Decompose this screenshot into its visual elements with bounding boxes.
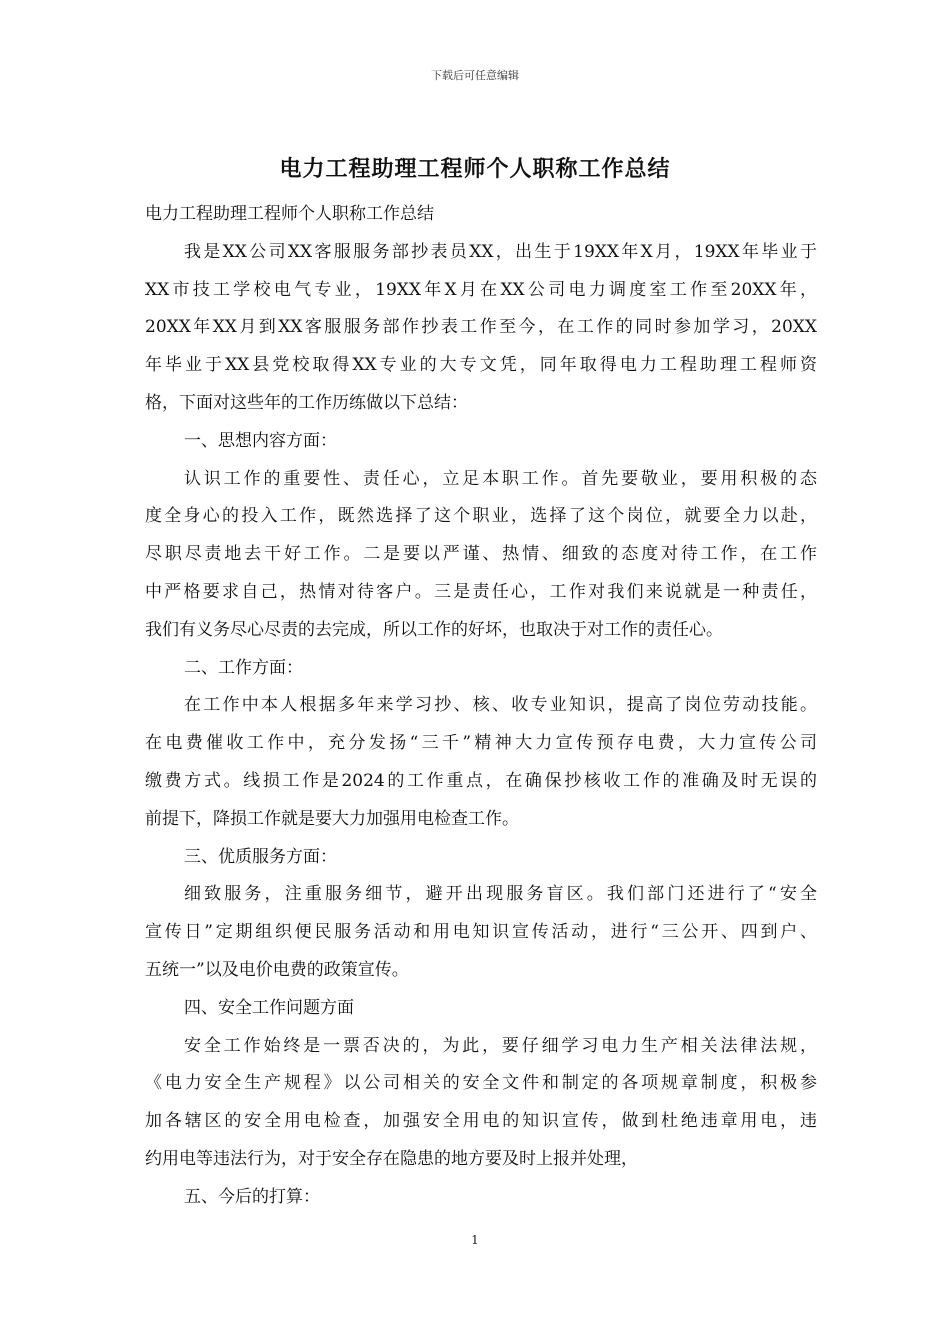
text-line: 缴费方式。线损工作是2024的工作重点，在确保抄核收工作的准确及时无误的 bbox=[145, 770, 817, 791]
text-line: 五统一”以及电价电费的政策宣传。 bbox=[145, 959, 409, 980]
text-line: 电力工程助理工程师个人职称工作总结 bbox=[145, 204, 434, 224]
text-line: 加各辖区的安全用电检查，加强安全用电的知识宣传，做到杜绝违章用电，违 bbox=[145, 1111, 817, 1132]
text-line: 度全身心的投入工作，既然选择了这个职业，选择了这个岗位，就要全力以赴， bbox=[145, 506, 817, 527]
text-line: 宣传日”定期组织便民服务活动和用电知识宣传活动，进行“三公开、四到户、 bbox=[145, 922, 817, 943]
text-line: 《电力安全生产规程》以公司相关的安全文件和制定的各项规章制度，积极参 bbox=[145, 1073, 817, 1094]
text-line: 细致服务，注重服务细节，避开出现服务盲区。我们部门还进行了“安全 bbox=[184, 884, 817, 905]
page-title: 电力工程助理工程师个人职称工作总结 bbox=[279, 156, 671, 182]
text-line: 一、思想内容方面： bbox=[184, 430, 337, 451]
text-line: 四、安全工作问题方面 bbox=[184, 997, 354, 1018]
text-line: 五、今后的打算： bbox=[184, 1186, 320, 1207]
text-line: 年毕业于XX县党校取得XX专业的大专文凭，同年取得电力工程助理工程师资 bbox=[145, 355, 817, 376]
text-line: 在电费催收工作中，充分发扬“三千”精神大力宣传预存电费，大力宣传公司 bbox=[145, 733, 817, 754]
text-line: 认识工作的重要性、责任心，立足本职工作。首先要敬业，要用积极的态 bbox=[184, 468, 817, 489]
text-line: 我是XX公司XX客服服务部抄表员XX，出生于19XX年X月，19XX年毕业于 bbox=[184, 241, 817, 262]
document-body bbox=[145, 196, 817, 1217]
text-line: 格，下面对这些年的工作历练做以下总结： bbox=[145, 392, 468, 413]
header-note: 下载后可任意编辑 bbox=[431, 69, 519, 82]
text-line: 安全工作始终是一票否决的，为此，要仔细学习电力生产相关法律法规， bbox=[184, 1035, 817, 1056]
text-line: 三、优质服务方面： bbox=[184, 846, 337, 867]
text-line: 在工作中本人根据多年来学习抄、核、收专业知识，提高了岗位劳动技能。 bbox=[184, 695, 817, 716]
text-line: 前提下，降损工作就是要大力加强用电检查工作。 bbox=[145, 808, 519, 829]
text-line: 我们有义务尽心尽责的去完成，所以工作的好坏，也取决于对工作的责任心。 bbox=[145, 619, 723, 640]
text-line: 二、工作方面： bbox=[184, 657, 303, 678]
page-number: 1 bbox=[471, 1233, 479, 1247]
text-line: 尽职尽责地去干好工作。二是要以严谨、热情、细致的态度对待工作，在工作 bbox=[145, 544, 817, 565]
text-line: 中严格要求自己，热情对待客户。三是责任心，工作对我们来说就是一种责任， bbox=[145, 581, 817, 602]
text-line: 约用电等违法行为，对于安全存在隐患的地方要及时上报并处理， bbox=[145, 1148, 638, 1169]
text-line: 20XX年XX月到XX客服服务部作抄表工作至今，在工作的同时参加学习，20XX bbox=[145, 317, 817, 338]
text-line: XX市技工学校电气专业，19XX年X月在XX公司电力调度室工作至20XX年， bbox=[145, 279, 817, 300]
